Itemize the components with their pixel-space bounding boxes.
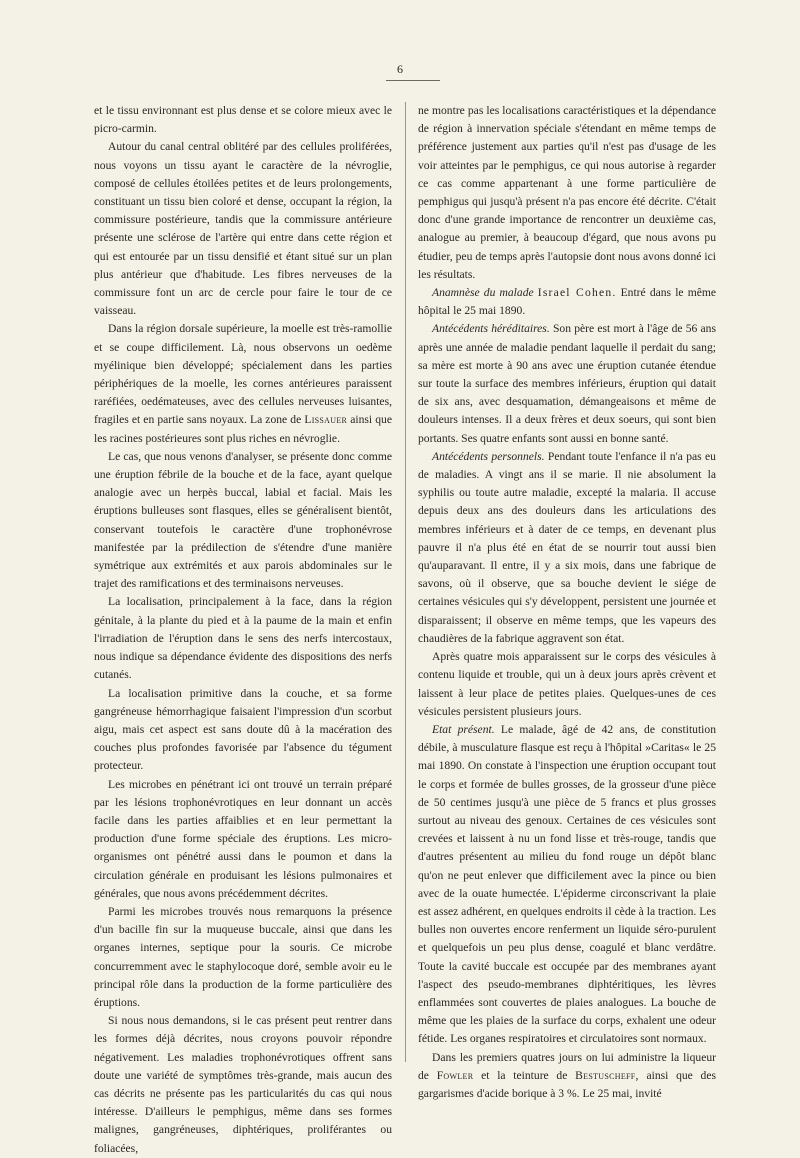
paragraph: Parmi les microbes trouvés nous remarquons la présence d'un bacille fin sur la muqueuse buccale, ainsi que dans les organes internes, septique pour la souris. Ce microbe concurremment avec le staphylocoque doré, semble avoir eu le principal rôle dans la production de la forme particulière des éruptions. <box>94 904 392 1009</box>
column-divider <box>405 102 406 1062</box>
paragraph <box>418 1049 716 1104</box>
paragraph <box>418 284 716 320</box>
paragraph-text: Le malade, âgé de 42 ans, de constitution débile, à musculature flasque est reçu à l'hôpital »Caritas« le 25 mai 1890. On constate à l'inspection une éruption occupant tout le corps et formée de bulles grosses, de la grosseur d'une pièce de 50 centimes jusqu'à une pièce de 5 francs et plus grosses surtout au niveau des genoux. Certaines de ces vésicules sont crevées et laissent à nu un fond lisse et très-rouge, tandis que d'autres présentent au milieu du fond rouge un dépôt blanc qu'on ne peut enlever que difficilement avec la pince ou bien avec de la ouate humectée. L'épiderme circonscrivant la plaie est assez adhérent, en quelques endroits il cède à la traction. Les bulles non ouvertes encore renferment un liquide séro-purulent et quelquefois un peu plus dense, coagulé et blanc verdâtre. Toute la cavité buccale est occupée par des membranes ayant l'aspect des pseudo-membranes diphtéritiques, les lèvres enflammées sont couvertes de plaies analogues. La bouche de même que les plaies de la surface du corps, exhalent une odeur fétide. Les organes respiratoires et circulatoires sont normaux. <box>418 722 716 1046</box>
paragraph: La localisation primitive dans la couche, et sa forme gangréneuse hémorrhagique faisaient l'impression d'un scorbut aigu, mais cet aspect est sans doute dû à la macération des couches plus profondes favorisée par l'absence du tégument protecteur. <box>94 686 392 773</box>
paragraph: Après quatre mois apparaissent sur le corps des vésicules à contenu liquide et trouble, qui un à deux jours après crèvent et laissent à leur place de petites plaies. Quelques-unes de ces vésicules persistent plusieurs jours. <box>418 650 716 718</box>
paragraph-text: et la teinture de <box>481 1068 568 1082</box>
paragraph-text: ainsi que les racines postérieures sont plus riches en névroglie. <box>94 413 392 445</box>
paragraph: et le tissu environnant est plus dense et se colore mieux avec le picro-carmin. <box>94 104 392 136</box>
paragraph <box>418 448 716 648</box>
author-name: Fowler <box>436 1068 474 1082</box>
paragraph-text: ainsi que des gargarismes d'acide borique à 3 %. Le 25 mai, invité <box>418 1068 716 1100</box>
section-heading: Antécédents héréditaires. <box>432 322 550 336</box>
section-heading: Anamnèse du malade <box>432 286 534 300</box>
paragraph: Les microbes en pénétrant ici ont trouvé un terrain préparé par les lésions trophonévrotiques en leur donnant un accès facile dans les parties affaiblies et en leur permettant la production d'une forme spéciale des éruptions. Les micro-organismes ont pénétré aussi dans le poumon et dans la circulation générale en produisant les lésions pulmonaires et générales, que nous avons précédemment décrites. <box>94 777 392 900</box>
page-number: 6 <box>397 62 403 76</box>
paragraph <box>418 320 716 447</box>
paragraph: ne montre pas les localisations caractéristiques et la dépendance de région à innervation spéciale s'étendant en même temps de préférence justement aux parties qu'il n'est pas d'usage de les voir atteintes par le pemphigus, ce qui nous autorise à regarder ce cas comme appartenant à une forme particulière de pemphigus qui jusqu'à présent n'a pas encore été décrite. C'était donc d'une grande importance de rencontrer un deuxième cas, analogue au premier, à beaucoup d'égard, que nous avons pu étudier, peu de temps après l'autopsie dont nous avons donné ici les résultats. <box>418 104 716 281</box>
paragraph-text: Dans la région dorsale supérieure, la moelle est très-ramollie et se coupe difficilement. Là, nous observons un oedème myélinique bien développé; spécialement dans les parties périphériques de la moelle, les cornes antérieures paraissent raréfiées, oedémateuses, avec des cellules nerveuses luisantes, fragiles et en partie sans noyaux. La zone de <box>94 322 392 427</box>
author-name: Bestuscheff, <box>575 1068 639 1082</box>
paragraph <box>94 320 392 447</box>
paragraph: Autour du canal central oblitéré par des cellules proliférées, nous voyons un tissu ayant le caractère de la névroglie, composé de cellules étoilées petites et de leurs prolongements, constituant un tissu bien coloré et dense, occupant la région, la commissure postérieure, tandis que la commissure antérieure présente une sclérose de l'artère qui entre dans cette région et qui est entourée par un tissu densifié et étant situé sur un plan plus antérieur que d'habitude. Les fibres nerveuses de la commissure font un arc de cercle pour faire le tour de ce vaisseau. <box>94 140 392 318</box>
author-name: Lissauer <box>304 413 348 427</box>
left-column <box>94 102 392 1158</box>
header-rule <box>386 80 440 81</box>
section-heading: Etat présent. <box>432 722 495 736</box>
paragraph: Le cas, que nous venons d'analyser, se présente donc comme une éruption fébrile de la bouche et de la face, ayant quelque analogie avec un herpès buccal, labial et facial. Mais les éruptions bulleuses sont flasques, elles se généralisent bientôt, conservant toutefois le caractère d'une trophonévrose manifestée par la prédilection de s'étendre d'une manière symétrique aux extrémités et aux parois abdominales sur le trajet des ramifications et des terminaisons nerveuses. <box>94 449 392 591</box>
right-column <box>418 102 716 1103</box>
paragraph: Si nous nous demandons, si le cas présent peut rentrer dans les formes déjà décrites, nous croyons pouvoir répondre négativement. Les maladies trophonévrotiques offrent sans doute une variété de symptômes très-grande, mais aucun des cas décrits ne présente pas les particularités du cas qui nous intéresse. D'ailleurs le pemphigus, même dans ses formes malignes, gangréneuses, diphtériques, proliférantes ou foliacées, <box>94 1014 392 1155</box>
paragraph <box>418 721 716 1049</box>
section-heading: Antécédents personnels. <box>432 449 545 463</box>
patient-name: Israel Cohen. <box>537 286 617 300</box>
paragraph-text: Entré dans le même hôpital le 25 mai 1890. <box>418 286 717 318</box>
paragraph-text: Dans les premiers quatres jours on lui administre la liqueur de <box>418 1050 716 1082</box>
paragraph-text: Son père est mort à l'âge de 56 ans après une année de maladie pendant laquelle il perdait du sang; sa mère est morte à 90 ans avec une éruption cutanée étendue sur toute la surface des membres inférieurs, éruption qui datait de six ans, avec desquamation, démangeaisons et même de douleurs intenses. Il a deux frères et deux soeurs, qui sont bien portants. Ses quatre enfants sont aussi en bonne santé. <box>418 322 716 445</box>
paragraph: La localisation, principalement à la face, dans la région génitale, à la plante du pied et à la paume de la main et enfin l'irradiation de l'éruption dans le sens des nerfs intercostaux, nous indique sa dépendance évidente des dispositions des nerfs cutanés. <box>94 595 392 682</box>
paragraph-text: Pendant toute l'enfance il n'a pas eu de maladies. A vingt ans il se marie. Il nie absolument la syphilis ou toute autre maladie, excepté la malaria. Il accuse depuis deux ans des douleurs dans les articulations des membres inférieurs et à dater de ce temps, en devenant plus pauvre il n'a plus été en état de se nourrir tout aussi bien qu'auparavant. Il entre, il y a six mois, dans une fabrique de savons, où il observe, que sa bouche devient le siége de certaines vésicules qui s'y développent, persistent une journée et disparaissent; il observe en même temps, que les vapeurs des chaudières de la fabrique aggravent son état. <box>418 449 716 645</box>
